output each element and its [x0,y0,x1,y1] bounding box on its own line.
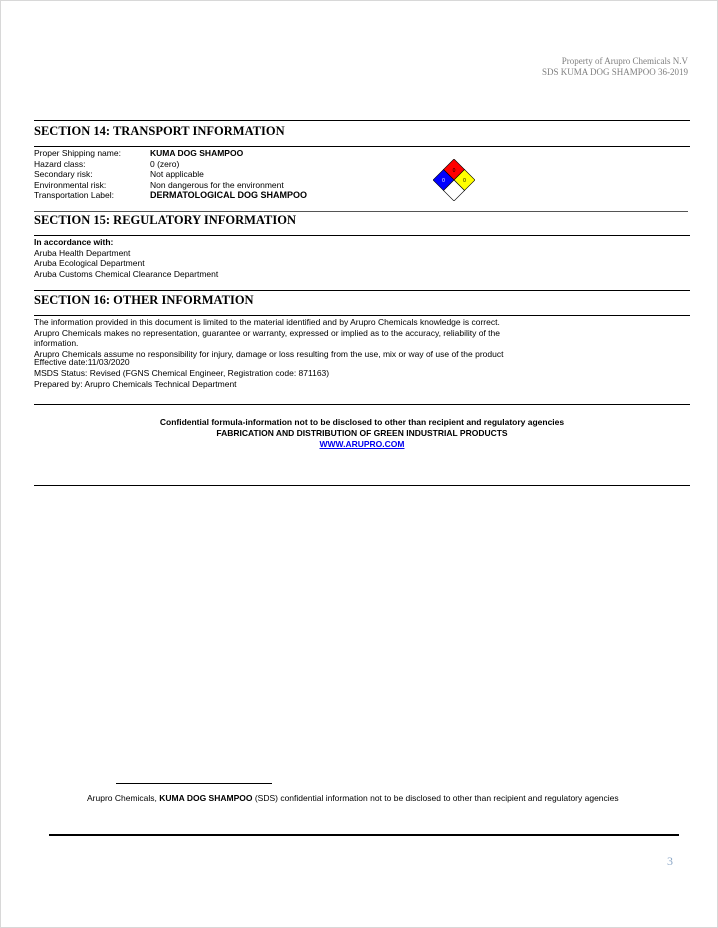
transport-info-list [34,148,307,201]
divider [34,211,688,212]
divider [34,315,690,316]
header-doc-id: SDS KUMA DOG SHAMPOO 36-2019 [541,67,688,77]
other-info-line: Effective date:11/03/2020 [34,357,130,368]
transport-row [34,190,307,201]
page-header [542,56,688,78]
website-link[interactable]: WWW.ARUPRO.COM [319,439,405,449]
other-info [34,317,634,389]
footer-rule [49,834,679,836]
company-tagline: FABRICATION AND DISTRIBUTION OF GREEN INDUSTRIAL PRODUCTS [216,428,508,438]
regulatory-line: Aruba Health Department [34,247,131,258]
other-info-line: information. [34,338,79,349]
transport-row [34,159,307,170]
row-value: Not applicable [150,169,204,180]
other-info-line: MSDS Status: Revised (FGNS Chemical Engineer, Registration code: 871163) [34,367,330,378]
other-info-line: Prepared by: Arupro Chemicals Technical Department [34,378,237,389]
footnote-product: KUMA DOG SHAMPOO [159,793,253,803]
row-label: Proper Shipping name: [34,148,121,158]
footnote-suffix: (SDS) confidential information not to be disclosed to other than recipient and regulatory agencies [252,793,619,803]
section-16-title: SECTION 16: OTHER INFORMATION [34,293,254,307]
row-label: Hazard class: [34,158,86,169]
confidential-line: Confidential formula-information not to be disclosed to other than recipient and regulatory agencies [159,417,565,427]
row-label: Transportation Label: [34,190,115,201]
row-value: 0 (zero) [150,158,180,169]
other-info-line: The information provided in this document is limited to the material identified and by Arupro Chemicals knowledge is correct. [34,317,500,327]
nfpa-red-value: 0 [452,168,456,174]
footnote-prefix: Arupro Chemicals, [87,793,160,803]
nfpa-blue-value: 0 [442,178,445,184]
row-value: KUMA DOG SHAMPOO [150,148,244,158]
regulatory-line: Aruba Customs Chemical Clearance Department [34,268,219,279]
regulatory-info [34,237,218,279]
row-value: DERMATOLOGICAL DOG SHAMPOO [150,190,308,201]
header-owner: Property of Arupro Chemicals N.V [561,56,688,66]
nfpa-hazard-diamond-icon [433,159,475,201]
confidential-notice [34,417,690,450]
divider [34,290,690,291]
other-info-line: Arupro Chemicals makes no representation, guarantee or warranty, expressed or implied as to the accuracy, reliability of the [34,327,500,338]
other-info-line: Arupro Chemicals assume no responsibility for injury, damage or loss resulting from the use, mix or way of use of the product [34,348,504,359]
row-label: Environmental risk: [34,179,107,190]
footnote-separator [116,783,272,784]
divider [34,485,690,486]
section-14-title: SECTION 14: TRANSPORT INFORMATION [34,124,285,138]
transport-row [34,148,307,159]
divider [34,146,690,147]
row-label: Secondary risk: [34,169,93,180]
regulatory-heading: In accordance with: [34,237,114,247]
footnote [87,793,619,803]
transport-row [34,180,307,191]
divider [34,235,690,236]
divider [34,120,690,121]
transport-row [34,169,307,180]
page-number: 3 [667,854,673,868]
nfpa-yellow-value: 0 [463,178,466,184]
row-value: Non dangerous for the environment [150,179,284,190]
regulatory-line: Aruba Ecological Department [34,258,145,269]
divider [34,404,690,405]
section-15-title: SECTION 15: REGULATORY INFORMATION [34,213,296,227]
